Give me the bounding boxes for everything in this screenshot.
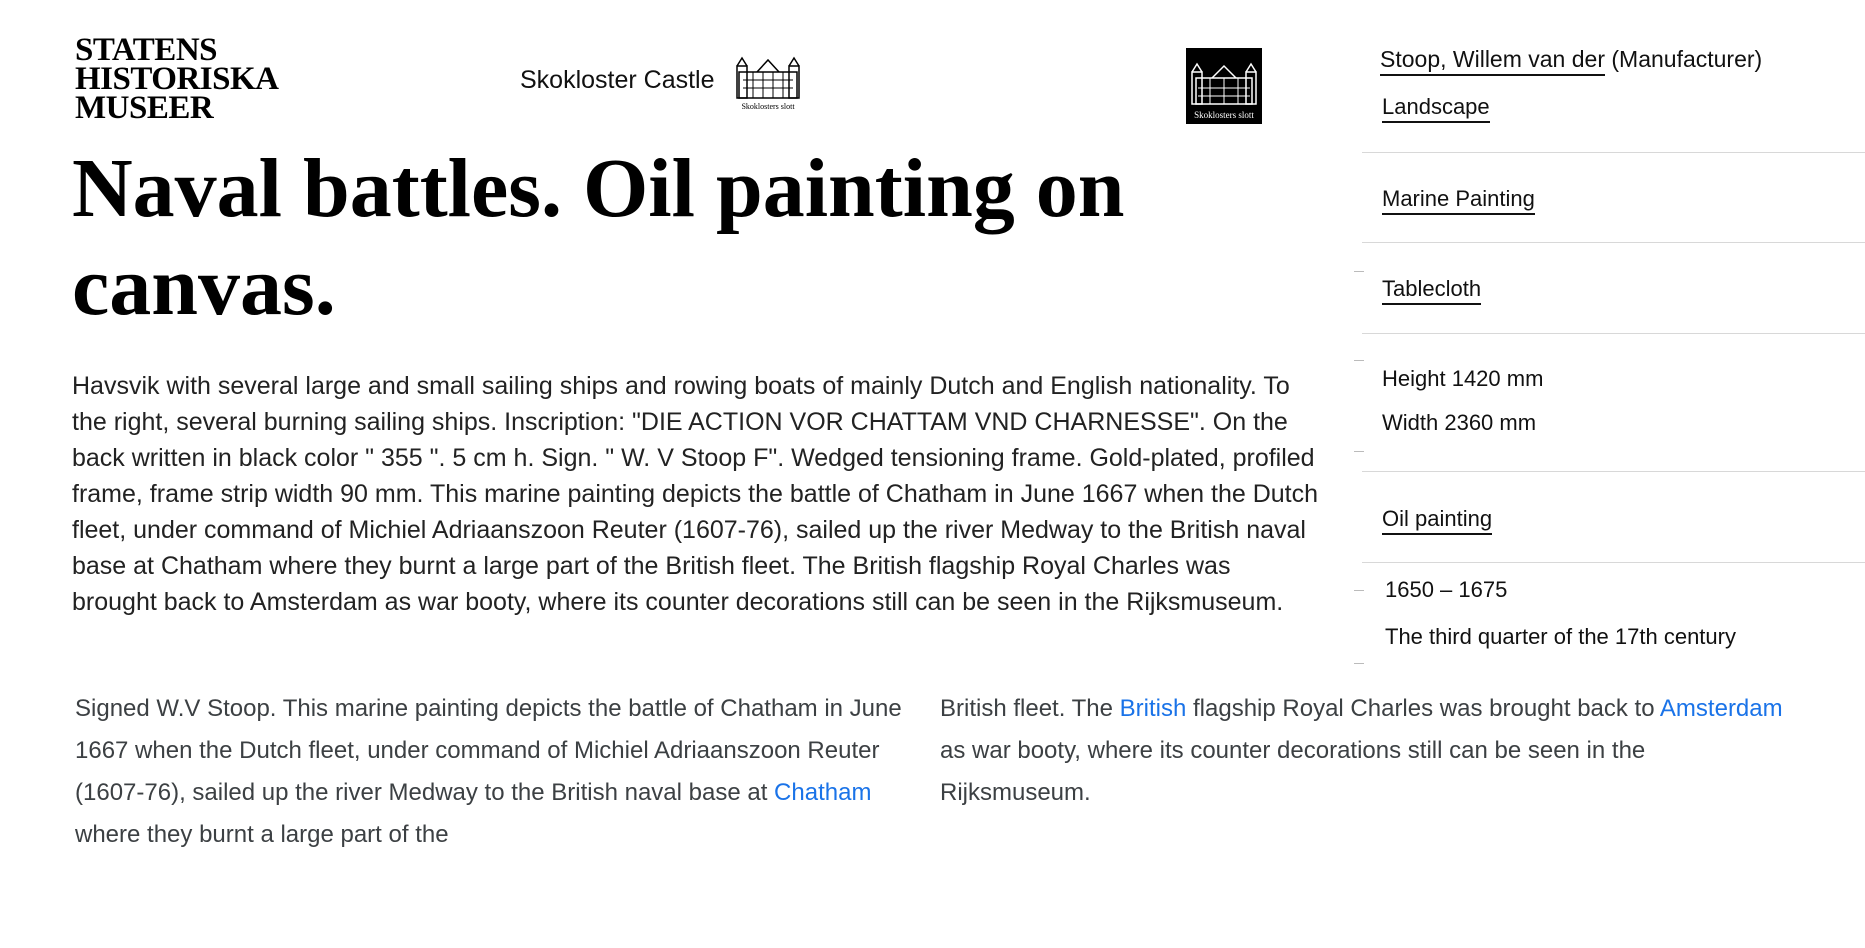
article-text: flagship Royal Charles was brought back to: [1186, 695, 1660, 722]
tag-tablecloth-link[interactable]: Tablecloth: [1382, 276, 1481, 305]
skokloster-emblem-icon: [735, 54, 801, 112]
british-link[interactable]: British: [1119, 695, 1187, 722]
width-value: Width 2360 mm: [1382, 410, 1537, 435]
castle-name: Skokloster Castle: [520, 66, 715, 94]
tag-row-landscape: [1382, 94, 1490, 120]
divider: [1362, 152, 1865, 153]
tag-row-marine-painting: [1382, 186, 1535, 212]
tick-mark: [1354, 360, 1364, 361]
article-text: British fleet. The: [940, 695, 1120, 722]
tag-landscape-link[interactable]: Landscape: [1382, 94, 1490, 123]
logo-line-2: HISTORISKA: [75, 61, 279, 97]
emblem-caption: Skoklosters slott: [741, 102, 795, 111]
skokloster-emblem-dark-icon: [1186, 48, 1262, 124]
manufacturer-row: [1380, 46, 1762, 73]
page-title: Naval battles. Oil painting on canvas.: [72, 142, 1125, 333]
article-column-right: [940, 688, 1800, 814]
object-facts-sidebar: [1362, 0, 1865, 690]
divider: [1362, 562, 1865, 563]
technique-link[interactable]: Oil painting: [1382, 506, 1492, 535]
chatham-link[interactable]: Chatham: [774, 779, 872, 806]
technique-row: [1382, 506, 1492, 532]
article-text: Signed W.V Stoop. This marine painting depicts the battle of Chatham in June 1667 when the Dutch fleet, under command of Michiel Adriaanszoon Reuter (1607-76), sailed up the river Medway to the British naval base at: [75, 695, 902, 806]
manufacturer-role: (Manufacturer): [1611, 46, 1763, 72]
manufacturer-link[interactable]: Stoop, Willem van der: [1380, 46, 1605, 76]
article-text: where they burnt a large part of the: [75, 821, 449, 848]
tag-row-tablecloth: [1382, 276, 1481, 302]
divider: [1362, 333, 1865, 334]
period-label: The third quarter of the 17th century: [1385, 624, 1736, 649]
tick-mark: [1354, 271, 1364, 272]
museum-logo[interactable]: [75, 32, 279, 126]
height-value: Height 1420 mm: [1382, 366, 1544, 391]
logo-line-3: MUSEER: [75, 90, 214, 126]
divider: [1362, 471, 1865, 472]
object-description: Havsvik with several large and small sailing ships and rowing boats of mainly Dutch and English nationality. To the right, several burning sailing ships. Inscription: "DIE ACTION VOR CHATTAM VND CHARNESSE". On the back written in black color " 355 ". 5 cm h. Sign. " W. V Stoop F". Wedged tensioning frame. Gold-plated, profiled frame, frame strip width 90 mm. This marine painting depicts the battle of Chatham in June 1667 when the Dutch fleet, under command of Michiel Adriaanszoon Reuter (1607-76), sailed up the river Medway to the British naval base at Chatham where they burnt a large part of the British fleet. The British flagship Royal Charles was brought back to Amsterdam as war booty, where its counter decorations still can be seen in the Rijksmuseum.: [72, 372, 1319, 616]
tick-mark: [1354, 451, 1364, 452]
tick-mark: [1354, 590, 1364, 591]
tag-marine-painting-link[interactable]: Marine Painting: [1382, 186, 1535, 215]
divider: [1362, 242, 1865, 243]
amsterdam-link[interactable]: Amsterdam: [1659, 695, 1783, 722]
emblem-dark-caption: Skoklosters slott: [1194, 110, 1254, 120]
logo-line-1: STATENS: [75, 32, 218, 68]
date-range: 1650 – 1675: [1385, 577, 1508, 602]
tick-mark: [1354, 663, 1364, 664]
article-text: as war booty, where its counter decorations still can be seen in the Rijksmuseum.: [940, 737, 1646, 806]
article-column-left: [75, 688, 905, 856]
